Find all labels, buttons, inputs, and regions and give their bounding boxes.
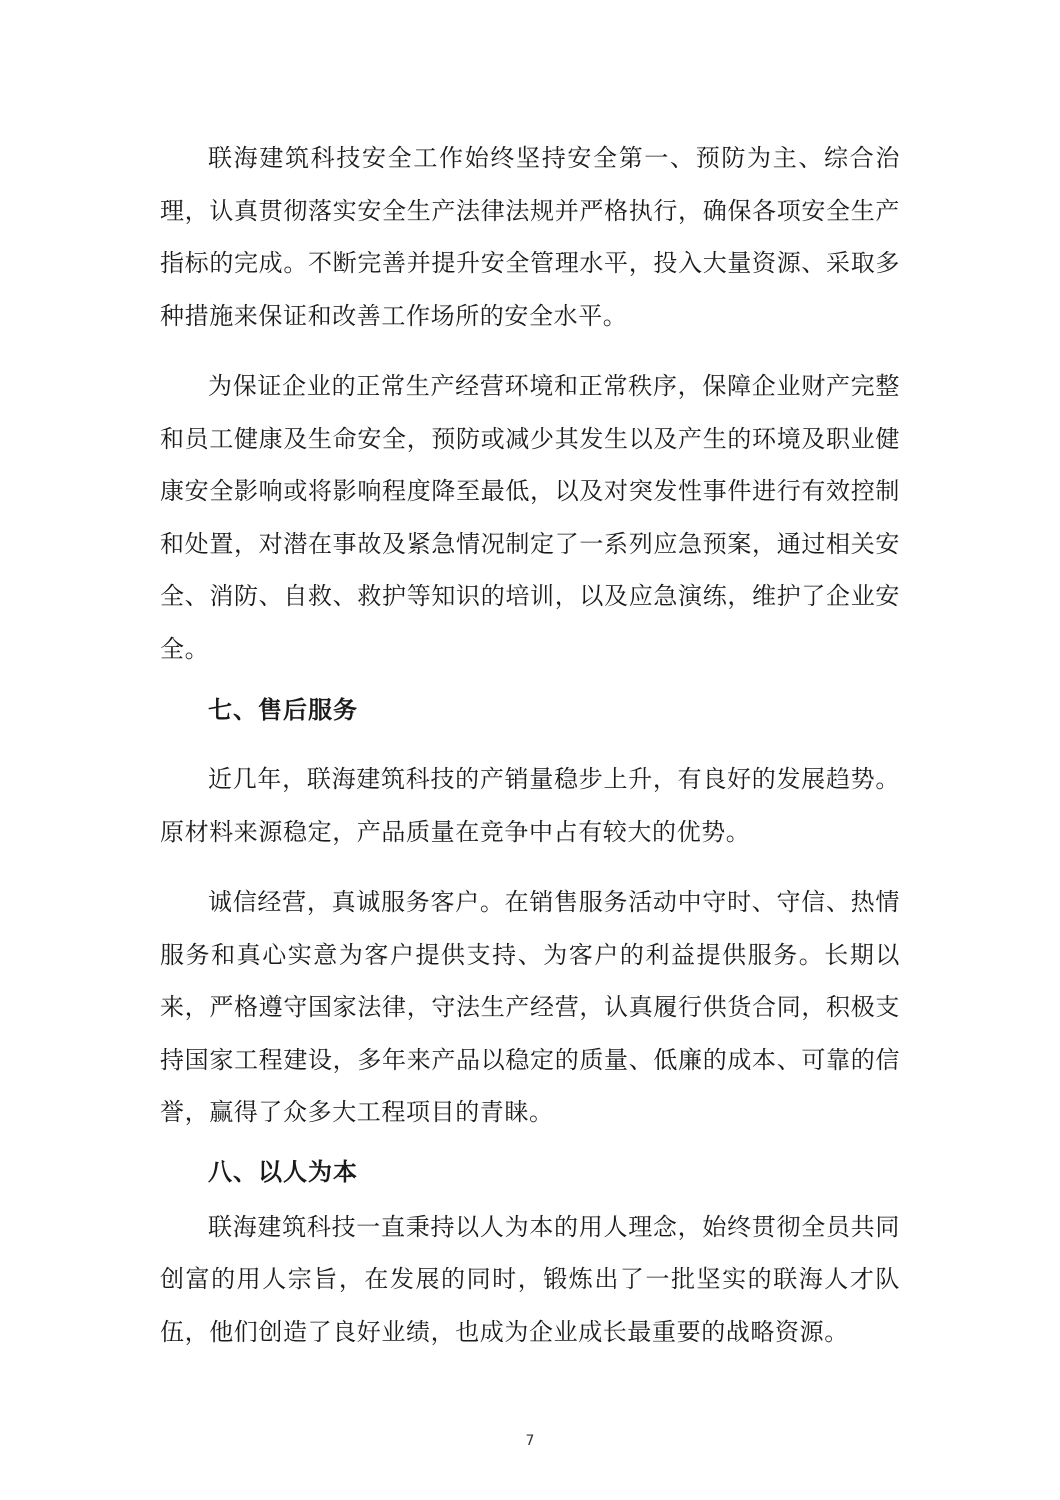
section-heading-after-sales: 七、售后服务	[208, 696, 358, 724]
page-number: 7	[525, 1433, 535, 1449]
paragraph-safety-policy: 联海建筑科技安全工作始终坚持安全第一、预防为主、综合治理，认真贯彻落实安全生产法律法规并严格执行，确保各项安全生产指标的完成。不断完善并提升安全管理水平，投入大量资源、采取多种措施来保证和改善工作场所的安全水平。	[160, 144, 900, 330]
paragraph-sales-growth: 近几年，联海建筑科技的产销量稳步上升，有良好的发展趋势。原材料来源稳定，产品质量在竞争中占有较大的优势。	[160, 765, 900, 846]
page-content	[160, 132, 900, 1376]
paragraph-talent-philosophy: 联海建筑科技一直秉持以人为本的用人理念，始终贯彻全员共同创富的用人宗旨，在发展的同时，锻炼出了一批坚实的联海人才队伍，他们创造了良好业绩，也成为企业成长最重要的战略资源。	[160, 1212, 900, 1346]
paragraph-integrity-service: 诚信经营，真诚服务客户。在销售服务活动中守时、守信、热情服务和真心实意为客户提供支持、为客户的利益提供服务。长期以来，严格遵守国家法律，守法生产经营，认真履行供货合同，积极支持国家工程建设，多年来产品以稳定的质量、低廉的成本、可靠的信誉，赢得了众多大工程项目的青睐。	[160, 888, 900, 1126]
section-heading-people-oriented: 八、以人为本	[208, 1157, 358, 1186]
paragraph-emergency-plans: 为保证企业的正常生产经营环境和正常秩序，保障企业财产完整和员工健康及生命安全，预防或减少其发生以及产生的环境及职业健康安全影响或将影响程度降至最低，以及对突发性事件进行有效控制和处置，对潜在事故及紧急情况制定了一系列应急预案，通过相关安全、消防、自救、救护等知识的培训，以及应急演练，维护了企业安全。	[160, 372, 900, 663]
